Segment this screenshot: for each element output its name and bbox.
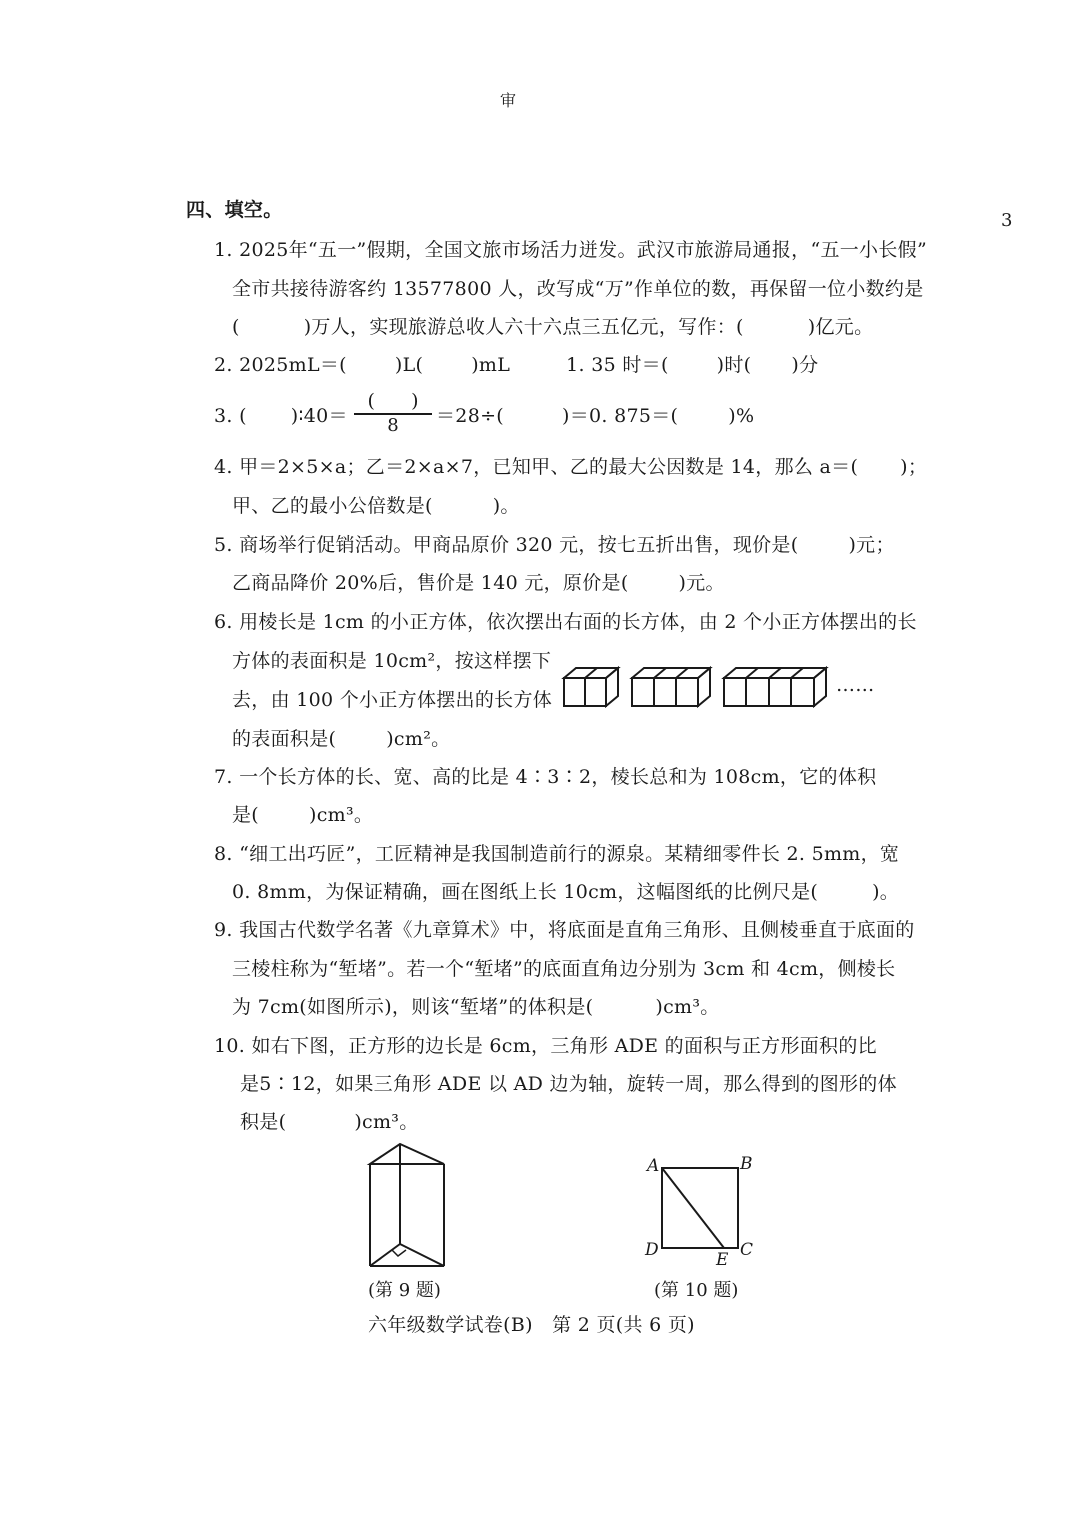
q4-line1: [214, 455, 927, 479]
header-mark: 审: [500, 91, 517, 110]
q3-fraction: [352, 390, 434, 436]
label-D: D: [645, 1240, 659, 1260]
q5-l1b: )元；: [848, 534, 895, 556]
q9-line3: [232, 995, 720, 1019]
q2-e: )时(: [716, 354, 752, 376]
q10-line3: [240, 1110, 419, 1134]
cuboid-2: [564, 668, 618, 706]
q4-l1b: )；: [900, 456, 928, 478]
cuboid-3: [632, 668, 710, 706]
q1-mid: )万人，实现旅游总收人六十六点三五亿元，写作：(: [303, 316, 744, 338]
q9-l3a: 为 7cm(如图所示)，则该“堑堵”的体积是(: [232, 996, 594, 1018]
fig9-triangular-prism: [362, 1140, 462, 1276]
q3-b: )∶40＝: [290, 405, 348, 427]
q2-d: 1. 35 时＝(: [566, 354, 669, 376]
section-title: 四、填空。: [186, 199, 283, 221]
q4-l2a: 甲、乙的最小公倍数是(: [232, 495, 433, 517]
q4-l1a: 4. 甲＝2×5×a；乙＝2×a×7，已知甲、乙的最大公因数是 14，那么 a＝(: [214, 456, 859, 478]
fig10-caption: (第 10 题): [654, 1280, 739, 1301]
cuboid-4: [724, 668, 826, 706]
q6-line1: 6. 用棱长是 1cm 的小正方体，依次摆出右面的长方体，由 2 个小正方体摆出的长: [214, 611, 917, 633]
q10-line1: 10. 如右下图，正方形的边长是 6cm，三角形 ADE 的面积与正方形面积的比: [214, 1035, 877, 1057]
page-footer: 六年级数学试卷(B) 第 2 页(共 6 页): [368, 1314, 695, 1336]
q7-line1: 7. 一个长方体的长、宽、高的比是 4∶3∶2，棱长总和为 108cm，它的体积: [214, 766, 877, 788]
q3-part1: [214, 404, 348, 428]
q8-l2a: 0. 8mm，为保证精确，画在图纸上长 10cm，这幅图纸的比例尺是(: [232, 881, 819, 903]
q6-line4: [232, 727, 450, 751]
q5-line2: [232, 571, 725, 595]
q8-line2: [232, 880, 899, 904]
label-C: C: [740, 1240, 754, 1260]
q3-d: )＝0. 875＝(: [562, 405, 679, 427]
q5-l1a: 5. 商场举行促销活动。甲商品原价 320 元，按七五折出售，现价是(: [214, 534, 799, 556]
q10-l3a: 积是(: [240, 1111, 287, 1133]
q5-line1: [214, 533, 895, 557]
q6-line2: 方体的表面积是 10cm²，按这样摆下: [232, 650, 552, 672]
q2-a: 2. 2025mL＝(: [214, 354, 347, 376]
q9-l3b: )cm³。: [655, 996, 720, 1018]
q7-l2a: 是(: [232, 804, 260, 826]
q1-line3: [232, 315, 873, 339]
q5-l2b: )元。: [678, 572, 725, 594]
q1-open: (: [232, 316, 240, 338]
q5-l2a: 乙商品降价 20%后，售价是 140 元，原价是(: [232, 572, 629, 594]
q10-line2: 是5∶12，如果三角形 ADE 以 AD 边为轴，旋转一周，那么得到的图形的体: [240, 1073, 897, 1095]
q2-b: )L(: [394, 354, 424, 376]
q4-l2b: )。: [492, 495, 520, 517]
q10-l3b: )cm³。: [354, 1111, 419, 1133]
q7-line2: [232, 803, 373, 827]
q6-cuboid-figure: [556, 662, 846, 714]
q2-c: )mL: [471, 354, 511, 376]
q3-part2: [436, 404, 754, 428]
q6-l4a: 的表面积是(: [232, 728, 337, 750]
q8-line1: 8. “细工出巧匠”，工匠精神是我国制造前行的源泉。某精细零件长 2. 5mm，宽: [214, 843, 900, 865]
q3-e: )%: [728, 405, 755, 427]
q1-line1: 1. 2025年“五一”假期，全国文旅市场活力迸发。武汉市旅游局通报，“五一小长假”: [214, 239, 927, 261]
q6-ellipsis: ……: [836, 674, 875, 696]
q7-l2b: )cm³。: [309, 804, 374, 826]
q9-line2: 三棱柱称为“堑堵”。若一个“堑堵”的底面直角边分别为 3cm 和 4cm，侧棱长: [232, 958, 896, 980]
q1-end: )亿元。: [807, 316, 874, 338]
fig9-caption: (第 9 题): [368, 1280, 441, 1301]
q6-line3: 去，由 100 个小正方体摆出的长方体: [232, 689, 553, 711]
q3-frac-denominator: 8: [387, 415, 399, 436]
q3-a: 3. (: [214, 405, 247, 427]
label-A: A: [647, 1156, 660, 1176]
q4-line2: [232, 494, 520, 518]
edge-mark: 3: [1001, 210, 1013, 231]
q8-l2b: )。: [872, 881, 900, 903]
q2-line: [214, 353, 818, 377]
label-B: B: [740, 1154, 753, 1174]
q6-l4b: )cm²。: [386, 728, 451, 750]
q3-frac-numerator: ( ): [367, 390, 419, 412]
q2-f: )分: [791, 354, 819, 376]
q9-line1: 9. 我国古代数学名著《九章算术》中，将底面是直角三角形、且侧棱垂直于底面的: [214, 919, 915, 941]
q3-c: ＝28÷(: [436, 405, 505, 427]
label-E: E: [716, 1250, 729, 1270]
q1-line2: 全市共接待游客约 13577800 人，改写成“万”作单位的数，再保留一位小数约是: [232, 278, 924, 300]
